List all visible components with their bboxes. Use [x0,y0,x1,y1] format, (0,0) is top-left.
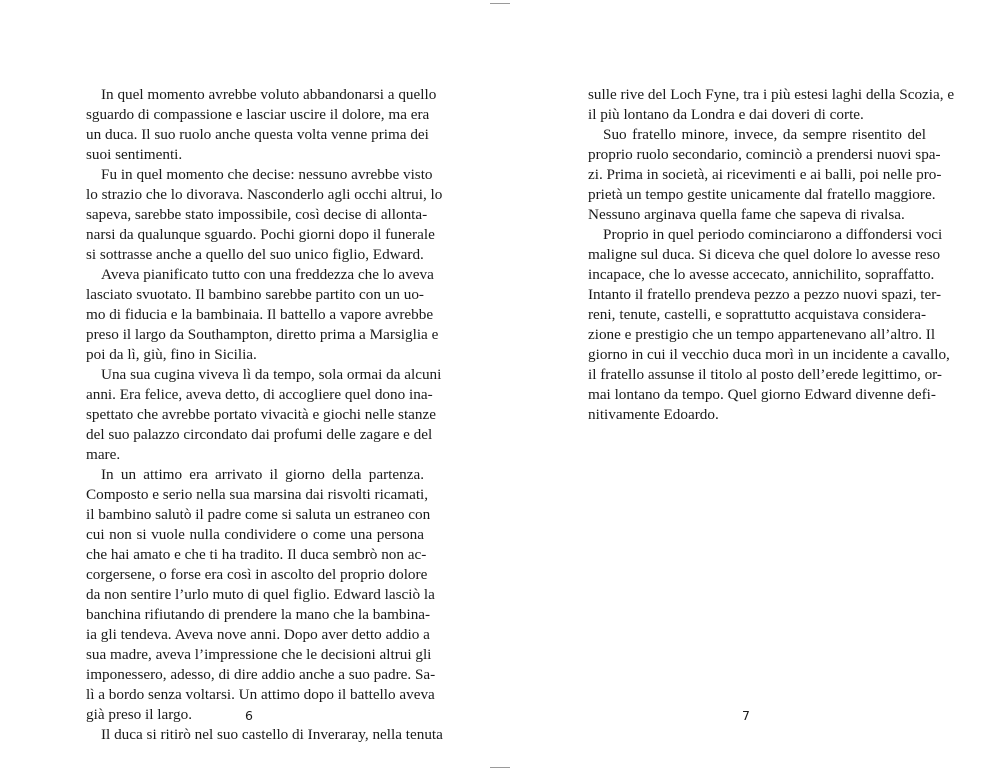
text-line: il più lontano da Londra e dai doveri di corte. [588,106,864,123]
text-line: poi da lì, giù, fino in Sicilia. [86,346,257,363]
text-line: In quel momento avrebbe voluto abbandonarsi a quello [101,86,437,103]
text-line: anni. Era felice, aveva detto, di accogliere quel dono ina- [86,386,433,403]
text-line: mare. [86,446,121,463]
top-crop-mark [490,3,510,4]
text-line: Nessuno arginava quella fame che sapeva di rivalsa. [588,206,905,223]
text-line: banchina rifiutando di prendere la mano che la bambina- [86,606,431,623]
text-line: sapeva, sarebbe stato impossibile, così decise di allonta- [86,206,428,223]
text-line: Composto e serio nella sua marsina dai risvolti ricamati, [86,486,429,503]
bottom-crop-mark [490,767,510,768]
text-line: Suo fratello minore, invece, da sempre risentito del [603,126,926,143]
text-line: Fu in quel momento che decise: nessuno avrebbe visto [101,166,433,183]
text-line: lo strazio che lo divorava. Nasconderlo agli occhi altrui, lo [86,186,443,203]
text-line: il bambino salutò il padre come si saluta un estraneo con [86,506,431,523]
text-line: già preso il largo. [86,706,193,723]
text-line: cui non si vuole nulla condividere o come una persona [86,526,424,543]
text-line: si sottrasse anche a quello del suo unico figlio, Edward. [86,246,424,263]
text-line: un duca. Il suo ruolo anche questa volta venne prima dei [86,126,429,143]
text-line: sulle rive del Loch Fyne, tra i più estesi laghi della Scozia, e [588,86,955,103]
left-page-number: 6 [245,708,253,723]
text-line: spettato che avrebbe portato vivacità e giochi nelle stanze [86,406,437,423]
text-line: ia gli tendeva. Aveva nove anni. Dopo aver detto addio a [86,626,430,643]
text-line: incapace, che lo avesse accecato, annichilito, sopraffatto. [588,266,935,283]
text-line: giorno in cui il vecchio duca morì in un incidente a cavallo, [588,346,950,363]
text-line: Aveva pianificato tutto con una freddezza che lo aveva [101,266,434,283]
text-line: il fratello assunse il titolo al posto dell’erede legittimo, or- [588,366,942,383]
text-line: del suo palazzo circondato dai profumi delle zagare e del [86,426,433,443]
text-line: reni, tenute, castelli, e soprattutto acquistava considera- [588,306,926,323]
text-line: maligne sul duca. Si diceva che quel dolore lo avesse reso [588,246,941,263]
text-line: mai lontano da tempo. Quel giorno Edward divenne defi- [588,386,936,403]
text-line: suoi sentimenti. [86,146,183,163]
text-line: lasciato svuotato. Il bambino sarebbe partito con un uo- [86,286,424,303]
text-line: proprio ruolo secondario, cominciò a prendersi nuovi spa- [588,146,941,163]
right-page-number: 7 [742,708,750,723]
text-line: prietà un tempo gestite unicamente dal fratello maggiore. [588,186,936,203]
text-line: Intanto il fratello prendeva pezzo a pezzo nuovi spazi, ter- [588,286,942,303]
text-line: Il duca si ritirò nel suo castello di Inveraray, nella tenuta [101,726,443,743]
text-line: lì a bordo senza voltarsi. Un attimo dopo il battello aveva [86,686,435,703]
text-line: corgersene, o forse era così in ascolto del proprio dolore [86,566,428,583]
text-line: sua madre, aveva l’impressione che le decisioni altrui gli [86,646,432,663]
text-line: da non sentire l’urlo muto di quel figlio. Edward lasciò la [86,586,435,603]
left-page-text [86,85,443,745]
right-page-text [588,85,955,425]
text-line: mo di fiducia e la bambinaia. Il battello a vapore avrebbe [86,306,434,323]
text-line: sguardo di compassione e lasciar uscire il dolore, ma era [86,106,430,123]
text-line: zi. Prima in società, ai ricevimenti e ai balli, poi nelle pro- [588,166,942,183]
text-line: imponessero, adesso, di dire addio anche a suo padre. Sa- [86,666,436,683]
text-line: Proprio in quel periodo cominciarono a diffondersi voci [603,226,943,243]
text-line: Una sua cugina viveva lì da tempo, sola ormai da alcuni [101,366,442,383]
text-line: zione e prestigio che un tempo appartenevano all’altro. Il [588,326,936,343]
text-line: che hai amato e che ti ha tradito. Il duca sembrò non ac- [86,546,427,563]
text-line: preso il largo da Southampton, diretto prima a Marsiglia e [86,326,439,343]
text-line: narsi da qualunque sguardo. Pochi giorni dopo il funerale [86,226,435,243]
text-line: nitivamente Edoardo. [588,406,719,423]
text-line: In un attimo era arrivato il giorno della partenza. [101,466,424,483]
